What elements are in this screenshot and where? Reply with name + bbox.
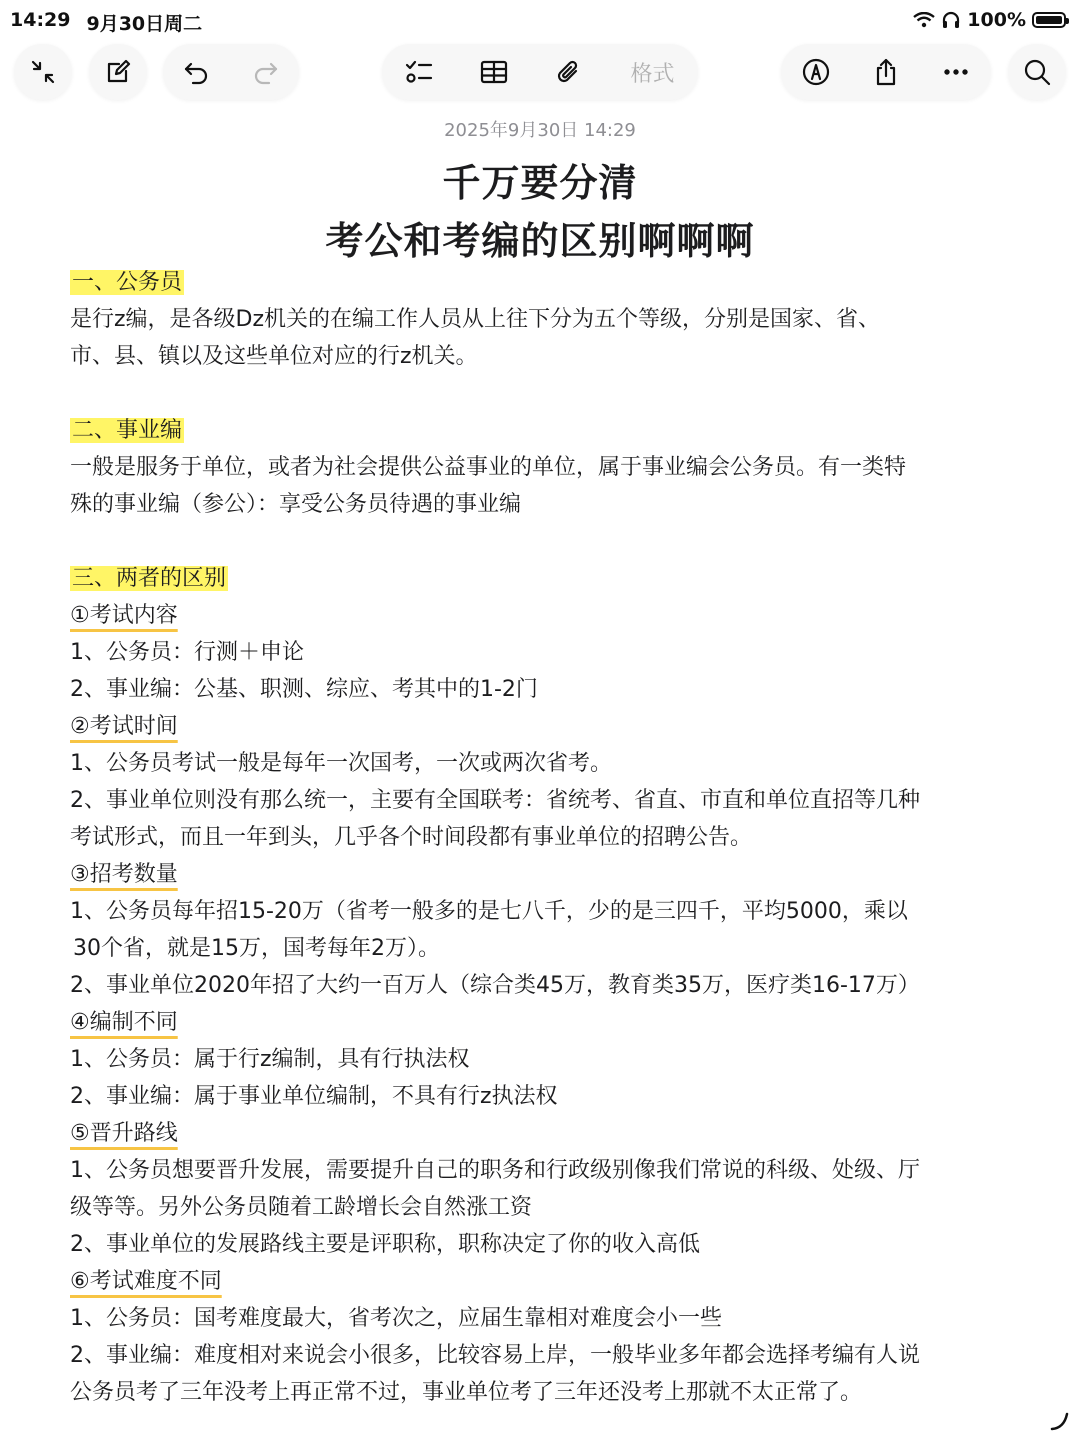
attachment-icon[interactable] [541,44,597,100]
headphones-icon [941,11,961,29]
share-icon[interactable] [858,44,914,100]
sub3-line2: 30个省，就是15万，国考每年2万）。 [73,936,440,961]
sub6-line2: 2、事业编：难度相对来说会小很多，比较容易上岸，一般毕业多年都会选择考编有人说 [70,1343,920,1368]
section2-line2: 殊的事业编（参公）：享受公务员待遇的事业编 [70,492,522,517]
subheading-exam-content: ①考试内容 [70,603,178,628]
sub2-line3: 考试形式，而且一年到头，几乎各个时间段都有事业单位的招聘公告。 [70,825,753,850]
status-time: 14:29 [10,9,71,31]
section3-heading: 三、两者的区别 [72,566,227,591]
sub2-line1: 1、公务员考试一般是每年一次国考，一次或两次省考。 [70,751,612,776]
note-title-line2[interactable]: 考公和考编的区别啊啊啊 [325,219,755,263]
table-icon[interactable] [466,44,522,100]
sub4-line2: 2、事业编：属于事业单位编制，不具有行z执法权 [70,1084,558,1109]
note-title-line1[interactable]: 千万要分清 [442,161,638,205]
actions-pill [781,44,991,100]
collapse-pill [14,44,72,100]
section2-heading: 二、事业编 [72,418,183,443]
compose-pill [89,44,147,100]
blank-line [70,523,1030,560]
sub5-line2: 级等等。另外公务员随着工龄增长会自然涨工资 [70,1195,533,1220]
formatting-pill [382,44,698,100]
search-pill [1008,44,1066,100]
sub1-line2: 2、事业编：公基、职测、综应、考其中的1-2门 [70,677,538,702]
note-timestamp: 2025年9月30日 14:29 [444,120,636,141]
markup-icon[interactable] [788,44,844,100]
section1-line1: 是行z编，是各级Dz机关的在编工作人员从上往下分为五个等级，分别是国家、省、 [70,307,881,332]
status-date: 9月30日周二 [86,13,203,35]
subheading-exam-time: ②考试时间 [70,714,178,739]
note-body[interactable] [70,264,1030,1411]
battery-percentage: 100% [967,9,1026,31]
format-button[interactable]: 格式 [630,61,675,87]
battery-icon [1032,12,1066,28]
section2-line1: 一般是服务于单位，或者为社会提供公益事业的单位，属于事业编会公务员。有一类特 [70,455,907,480]
sub3-line1: 1、公务员每年招15-20万（省考一般多的是七八千，少的是三四千，平均5000，乘以 [70,899,908,924]
wifi-icon [913,12,935,28]
subheading-difficulty: ⑥考试难度不同 [70,1269,222,1294]
section1-heading: 一、公务员 [72,270,183,295]
status-bar [0,0,1080,42]
subheading-promotion: ⑤晋升路线 [70,1121,178,1146]
sub4-line1: 1、公务员：属于行z编制，具有行执法权 [70,1047,470,1072]
sub2-line2: 2、事业单位则没有那么统一，主要有全国联考：省统考、省直、市直和单位直招等几种 [70,788,920,813]
sub6-line1: 1、公务员：国考难度最大，省考次之，应届生靠相对难度会小一些 [70,1306,722,1331]
checklist-icon[interactable] [391,44,447,100]
subheading-recruit-count: ③招考数量 [70,862,178,887]
sub1-line1: 1、公务员：行测＋申论 [70,640,304,665]
section1-line2: 市、县、镇以及这些单位对应的行z机关。 [70,344,478,369]
search-icon[interactable] [1009,44,1065,100]
more-icon[interactable] [928,44,984,100]
undo-redo-pill [163,44,299,100]
redo-icon[interactable] [237,44,293,100]
compose-icon[interactable] [90,44,146,100]
sub3-line3: 2、事业单位2020年招了大约一百万人（综合类45万，教育类35万，医疗类16-17万） [70,973,920,998]
subheading-staffing: ④编制不同 [70,1010,178,1035]
blank-line [70,375,1030,412]
sub6-line3: 公务员考了三年没考上再正常不过，事业单位考了三年还没考上那就不太正常了。 [70,1380,863,1405]
resize-handle-icon[interactable] [1048,1410,1070,1432]
collapse-icon[interactable] [15,44,71,100]
undo-icon[interactable] [169,44,225,100]
sub5-line1: 1、公务员想要晋升发展，需要提升自己的职务和行政级别像我们常说的科级、处级、厅 [70,1158,920,1183]
sub5-line3: 2、事业单位的发展路线主要是评职称，职称决定了你的收入高低 [70,1232,700,1257]
